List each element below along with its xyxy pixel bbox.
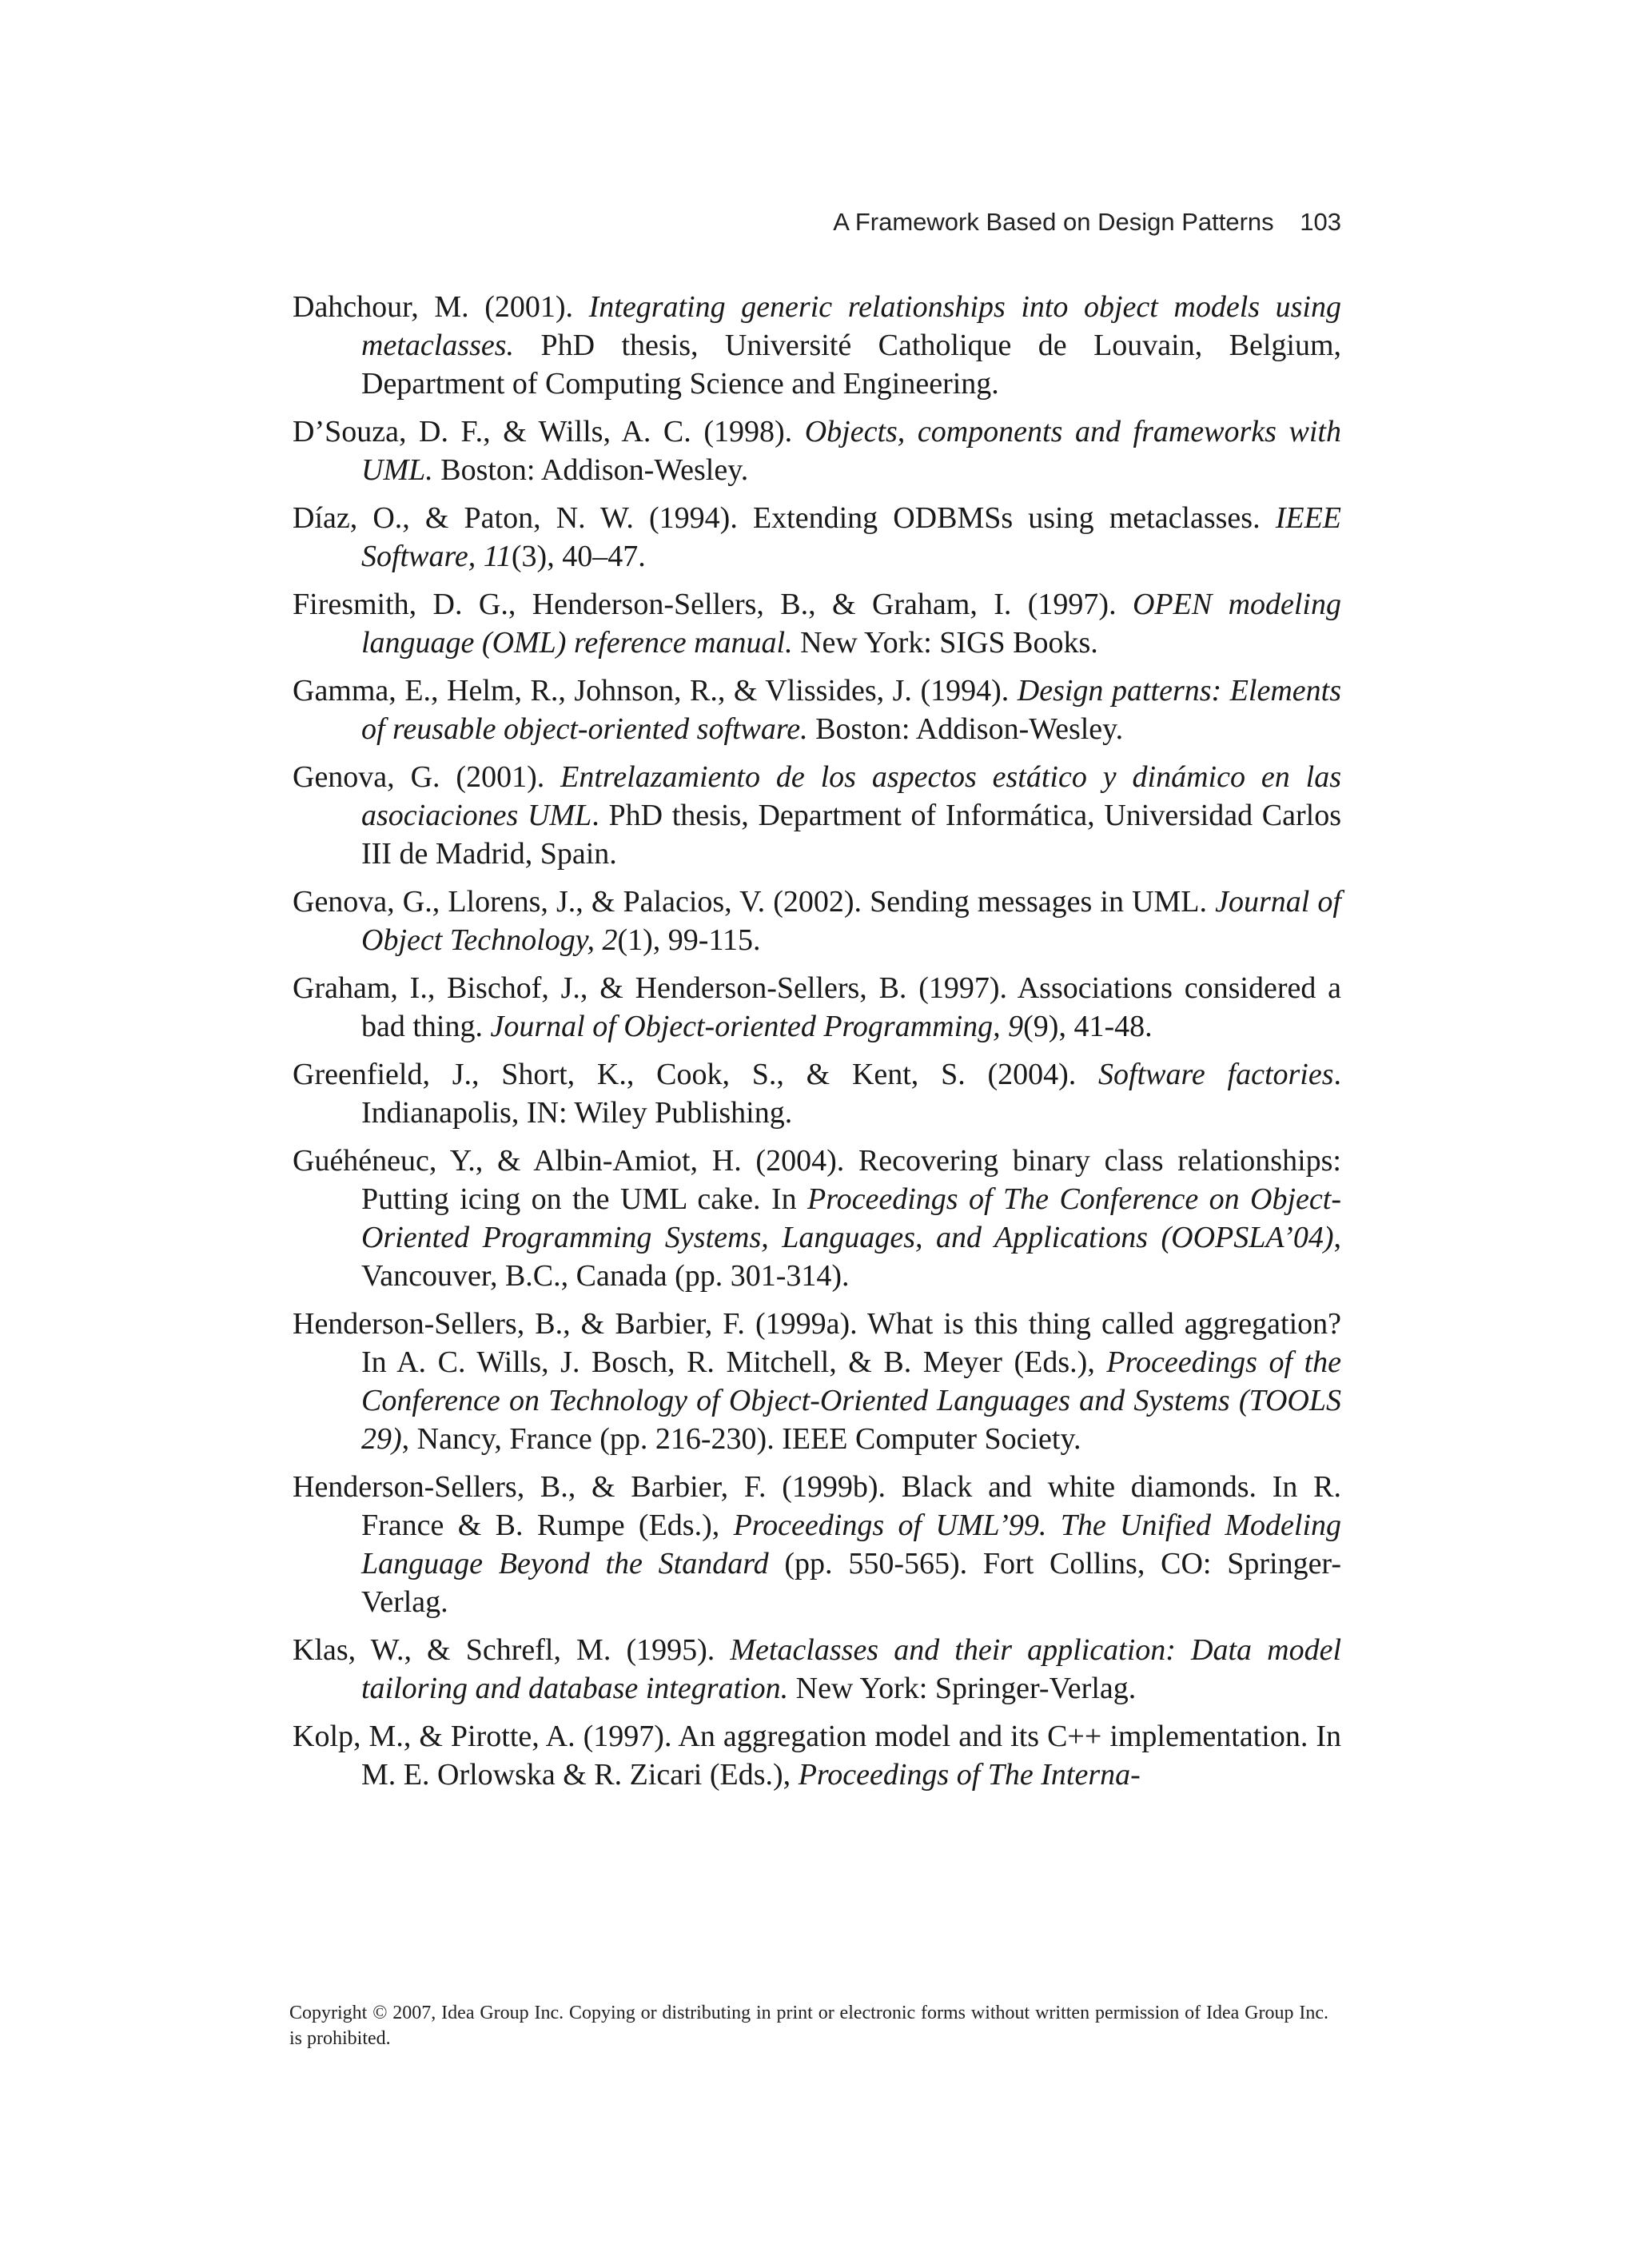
- reference-text: D’Souza, D. F., & Wills, A. C. (1998).: [293, 415, 805, 448]
- reference-text: Guéhéneuc, Y., & Albin-Amiot, H. (2004). Recovering binary class relationships: Putting icing on the UML cake. In: [293, 1144, 1341, 1216]
- running-head: [293, 206, 1341, 238]
- page-number: 103: [1300, 208, 1341, 236]
- reference-entry: [293, 1468, 1341, 1621]
- reference-title: Journal of Object-oriented Programming, 9: [490, 1010, 1024, 1043]
- reference-text: Henderson-Sellers, B., & Barbier, F. (1999b). Black and white diamonds. In R. France & B. Rumpe (Eds.),: [293, 1470, 1341, 1542]
- reference-text: Greenfield, J., Short, K., Cook, S., & Kent, S. (2004).: [293, 1058, 1099, 1091]
- reference-text: Klas, W., & Schrefl, M. (1995).: [293, 1633, 731, 1667]
- reference-title: Proceedings of The Interna-: [798, 1758, 1141, 1792]
- reference-entry: [293, 1717, 1341, 1794]
- reference-list: [293, 288, 1341, 1804]
- reference-text: Boston: Addison-Wesley.: [432, 453, 749, 487]
- reference-entry: [293, 499, 1341, 576]
- reference-title: Metaclasses and their application: Data model tailoring and database integration.: [361, 1633, 1341, 1705]
- reference-text: , Nancy, France (pp. 216-230). IEEE Computer Society.: [401, 1422, 1081, 1456]
- reference-title: Entrelazamiento de los aspectos estático y dinámico en las asociaciones UML: [361, 760, 1341, 832]
- running-title: A Framework Based on Design Patterns: [833, 208, 1274, 236]
- reference-title: Proceedings of The Conference on Object-Oriented Programming Systems, Languages, and Applications (OOPSLA’04): [361, 1182, 1341, 1254]
- reference-entry: [293, 969, 1341, 1046]
- reference-text: Firesmith, D. G., Henderson-Sellers, B., & Graham, I. (1997).: [293, 588, 1133, 621]
- reference-entry: [293, 585, 1341, 662]
- reference-text: Kolp, M., & Pirotte, A. (1997). An aggregation model and its C++ implementation. In M. E. Orlowska & R. Zicari (Eds.),: [293, 1720, 1341, 1792]
- reference-text: Genova, G., Llorens, J., & Palacios, V. (2002). Sending messages in UML.: [293, 885, 1216, 919]
- reference-text: Díaz, O., & Paton, N. W. (1994). Extending ODBMSs using metaclasses.: [293, 501, 1276, 535]
- reference-entry: [293, 1631, 1341, 1708]
- reference-text: . Indianapolis, IN: Wiley Publishing.: [361, 1058, 1341, 1130]
- reference-text: Boston: Addison-Wesley.: [807, 712, 1124, 746]
- reference-entry: [293, 672, 1341, 748]
- reference-title: Design patterns: Elements of reusable object-oriented software.: [361, 674, 1341, 746]
- reference-text: Dahchour, M. (2001).: [293, 290, 589, 324]
- reference-text: (1), 99-115.: [617, 923, 761, 957]
- copyright-notice: Copyright © 2007, Idea Group Inc. Copying or distributing in print or electronic forms without written permission of Idea Group Inc. is prohibited.: [289, 2003, 1328, 2049]
- reference-text: PhD thesis, Université Catholique de Louvain, Belgium, Department of Computing Science and Engineering.: [361, 329, 1341, 401]
- reference-text: New York: Springer-Verlag.: [788, 1672, 1137, 1705]
- reference-title: Proceedings of the Conference on Technology of Object-Oriented Languages and Systems (TOOLS 29): [361, 1345, 1341, 1456]
- reference-title: Objects, components and frameworks with UML.: [361, 415, 1341, 487]
- reference-title: OPEN modeling language (OML) reference manual.: [361, 588, 1341, 660]
- reference-title: Journal of Object Technology, 2: [361, 885, 1341, 957]
- reference-entry: [293, 288, 1341, 403]
- reference-text: (3), 40–47.: [511, 540, 646, 573]
- reference-title: Proceedings of UML’99. The Unified Modeling Language Beyond the Standard: [361, 1509, 1341, 1580]
- reference-text: Graham, I., Bischof, J., & Henderson-Sellers, B. (1997). Associations considered a bad thing.: [293, 971, 1341, 1043]
- reference-entry: [293, 1142, 1341, 1295]
- reference-text: Genova, G. (2001).: [293, 760, 561, 794]
- reference-text: Henderson-Sellers, B., & Barbier, F. (1999a). What is this thing called aggregation? In A. C. Wills, J. Bosch, R. Mitchell, & B. Meyer (Eds.),: [293, 1307, 1341, 1379]
- reference-entry: [293, 1055, 1341, 1132]
- reference-text: (pp. 550-565). Fort Collins, CO: Springer-Verlag.: [361, 1547, 1341, 1619]
- reference-text: New York: SIGS Books.: [792, 626, 1098, 660]
- reference-title: IEEE Software, 11: [361, 501, 1341, 573]
- reference-entry: [293, 413, 1341, 489]
- reference-text: Gamma, E., Helm, R., Johnson, R., & Vlissides, J. (1994).: [293, 674, 1018, 708]
- reference-text: , Vancouver, B.C., Canada (pp. 301-314).: [361, 1221, 1341, 1293]
- reference-text: (9), 41-48.: [1023, 1010, 1153, 1043]
- reference-title: Software factories: [1098, 1058, 1334, 1091]
- reference-entry: [293, 1305, 1341, 1458]
- reference-entry: [293, 883, 1341, 959]
- reference-title: Integrating generic relationships into object models using metaclasses.: [361, 290, 1341, 362]
- reference-text: . PhD thesis, Department of Informática, Universidad Carlos III de Madrid, Spain.: [361, 799, 1341, 871]
- reference-entry: [293, 758, 1341, 873]
